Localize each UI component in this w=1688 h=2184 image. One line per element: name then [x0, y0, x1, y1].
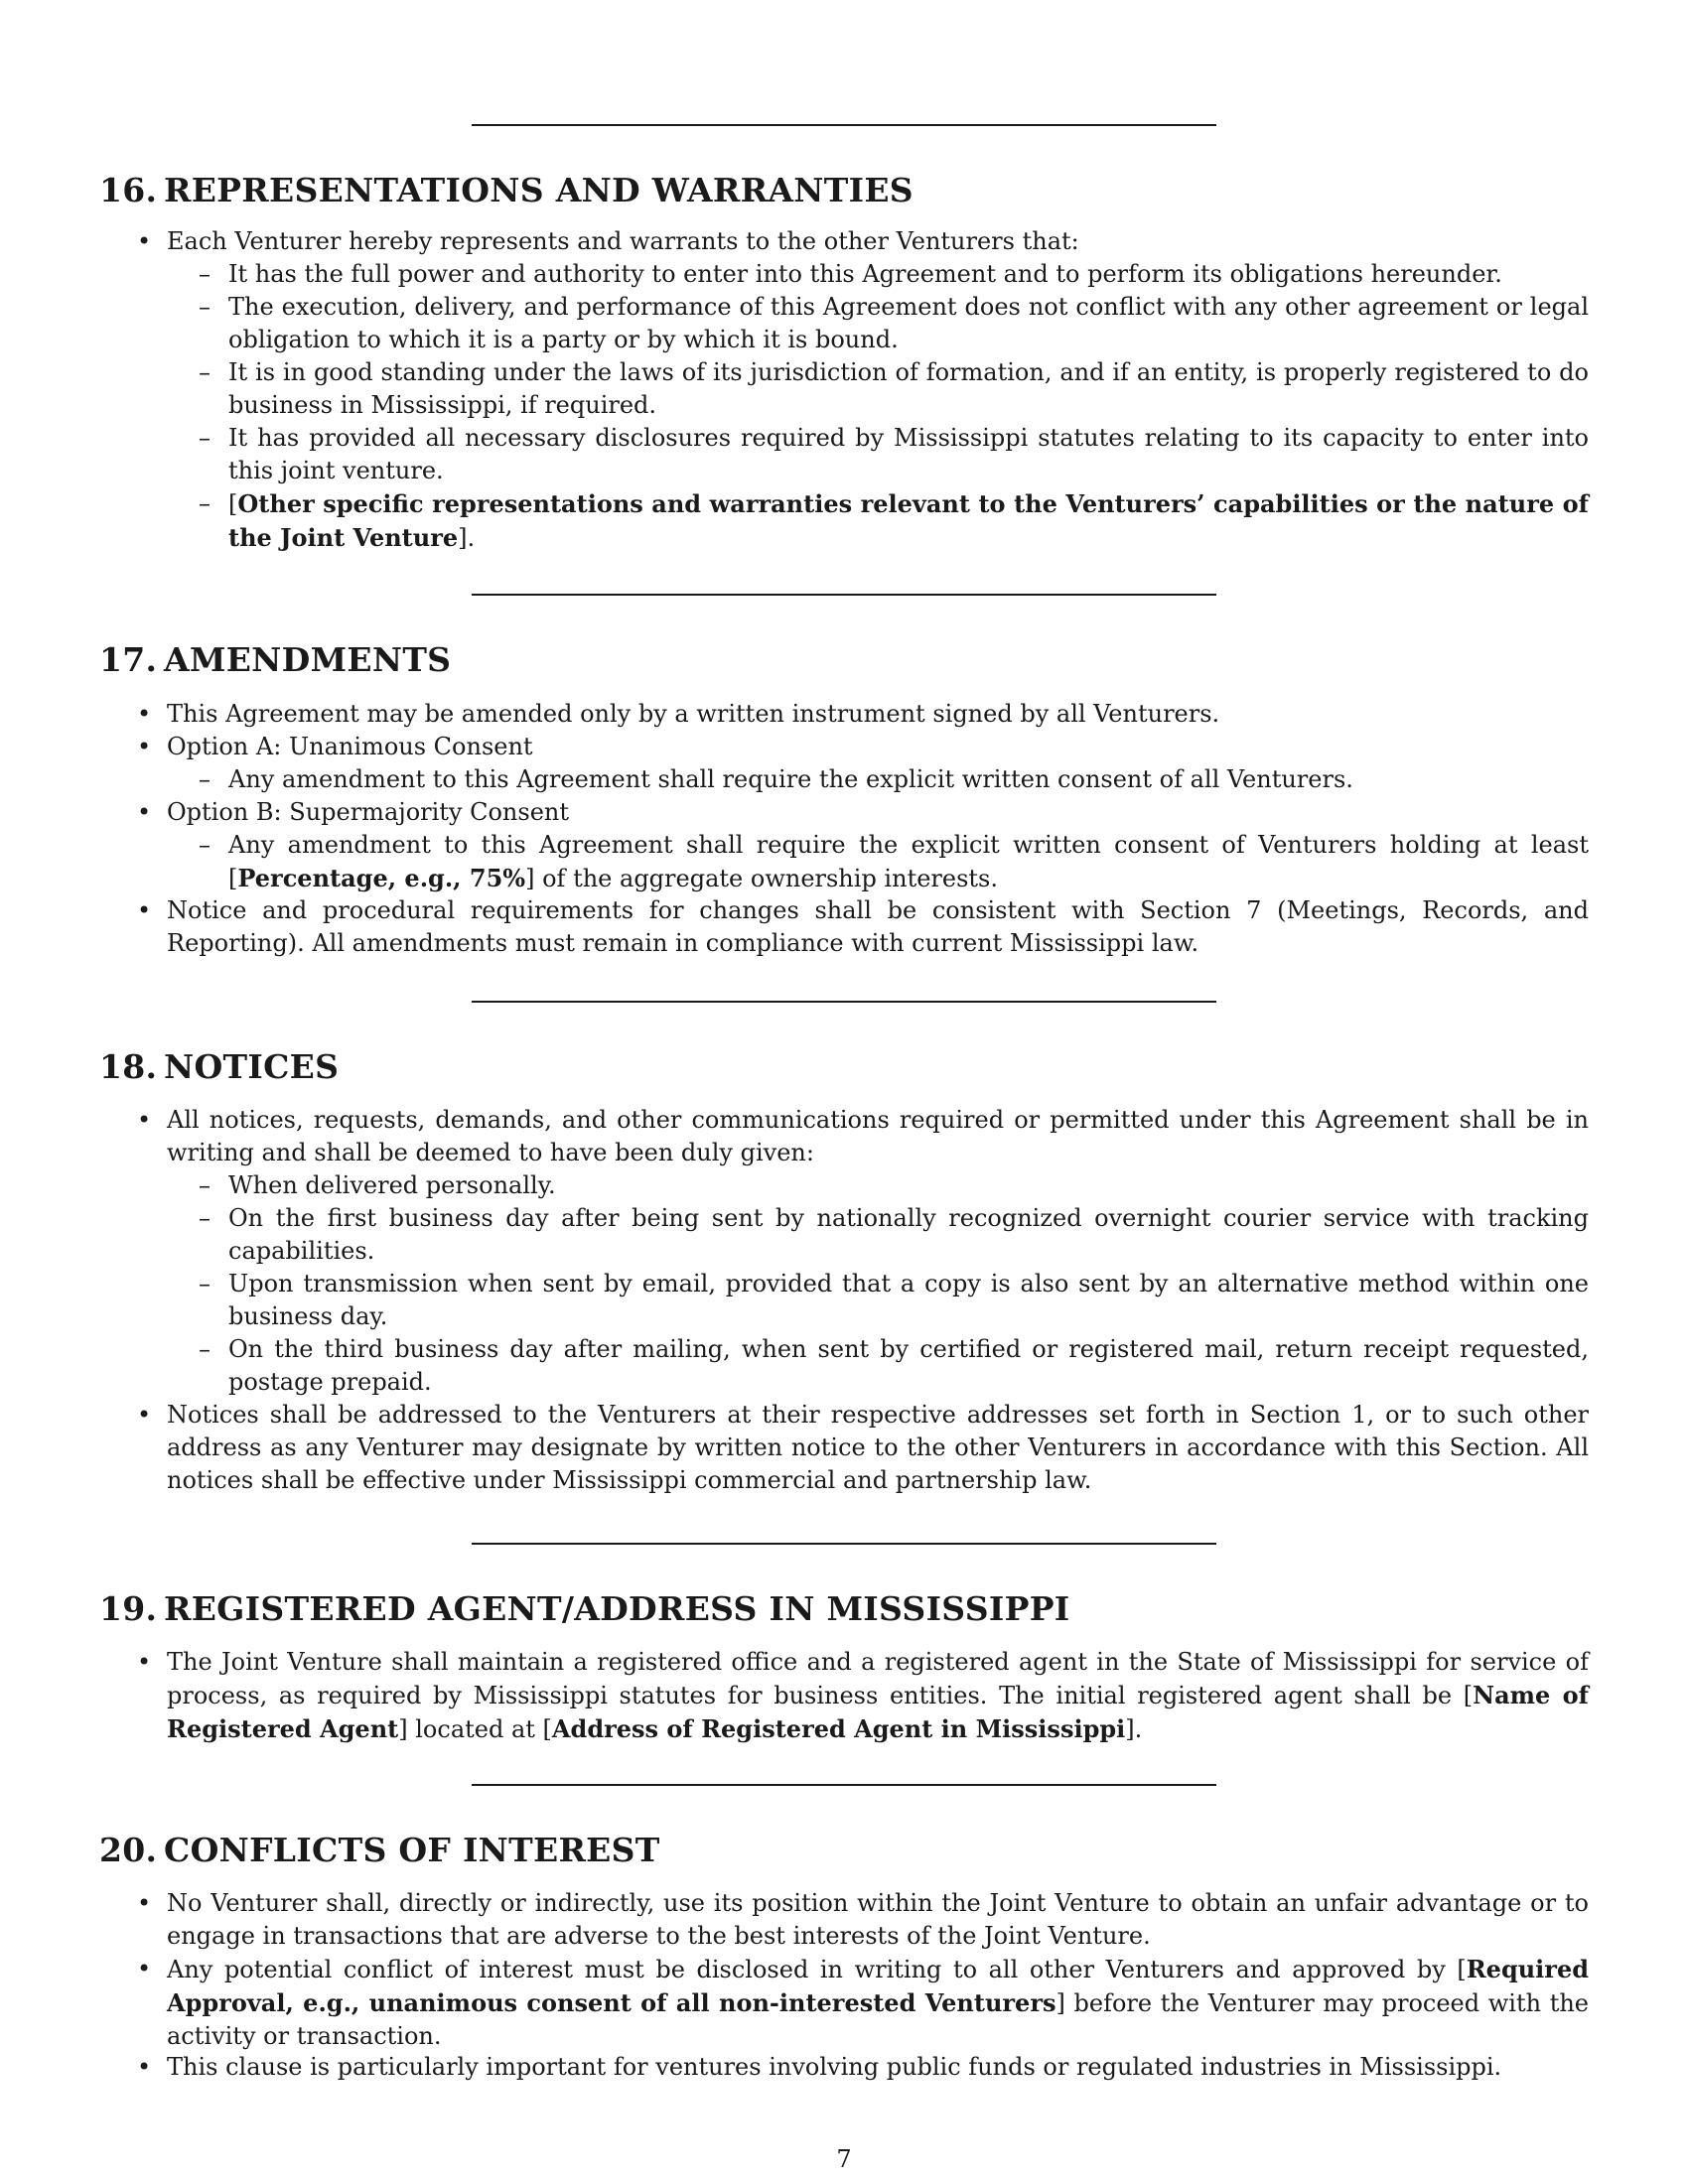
sub-list-item: – It has provided all necessary disclosures required by Mississippi statutes relating to its capacity to enter into this joint venture. [199, 424, 1589, 484]
sub-list-item: – [Other specific representations and warranties relevant to the Venturers’ capabilities or the nature of the Joint Venture]. [199, 489, 1589, 552]
list-item: • Any potential conflict of interest must be disclosed in writing to all other Venturers and approved by [Required Approval, e.g., unanimous consent of all non-interested Venturers] before the Venturer may proceed with the activity or transaction. [137, 1955, 1590, 2050]
page-number: 7 [836, 2145, 852, 2173]
section-divider [472, 1001, 1216, 1003]
list-item: • This clause is particularly important for ventures involving public funds or regulated industries in Mississippi. [137, 2053, 1502, 2081]
sub-list-item: – Any amendment to this Agreement shall require the explicit written consent of Venturers holding at least [Percentage, e.g., 75%] of the aggregate ownership interests. [199, 831, 1589, 892]
section-divider [472, 1543, 1216, 1545]
placeholder-bold: Percentage, e.g., 75% [237, 864, 526, 892]
section-divider [472, 124, 1216, 126]
sub-list-item: – Upon transmission when sent by email, provided that a copy is also sent by an alternative method within one business day. [199, 1270, 1589, 1330]
list-item: • Option B: Supermajority Consent [137, 798, 570, 826]
section-heading: 16. REPRESENTATIONS AND WARRANTIES [99, 171, 914, 209]
placeholder-bold: Name of Registered Agent [167, 1681, 1589, 1743]
list-item: • This Agreement may be amended only by a written instrument signed by all Venturers. [137, 700, 1220, 728]
sub-list-item: – On the first business day after being sent by nationally recognized overnight courier service with tracking capabilities. [199, 1204, 1589, 1265]
section-heading: 20. CONFLICTS OF INTEREST [99, 1831, 660, 1869]
list-item: • Notices shall be addressed to the Venturers at their respective addresses set forth in Section 1, or to such other address as any Venturer may designate by written notice to the other Venturers in accordance with this Section. All notices shall be effective under Mississippi commercial and partnership law. [137, 1401, 1589, 1494]
section-divider [472, 1784, 1216, 1786]
section-divider [472, 594, 1216, 596]
list-item: • Each Venturer hereby represents and warrants to the other Venturers that: [137, 227, 1079, 255]
sub-list-item: – On the third business day after mailing, when sent by certified or registered mail, return receipt requested, postage prepaid. [199, 1335, 1589, 1396]
section-heading: 19. REGISTERED AGENT/ADDRESS IN MISSISSIPPI [99, 1589, 1070, 1628]
sub-list-item: – When delivered personally. [199, 1171, 556, 1199]
list-item: • Notice and procedural requirements for changes shall be consistent with Section 7 (Meetings, Records, and Reporting). All amendments must remain in compliance with current Mississippi law. [137, 896, 1589, 957]
placeholder-bold: Required Approval, e.g., unanimous consent of all non-interested Venturers [167, 1955, 1589, 2017]
sub-list-item: – The execution, delivery, and performance of this Agreement does not conflict with any other agreement or legal obligation to which it is a party or by which it is bound. [199, 293, 1589, 353]
list-item: • The Joint Venture shall maintain a registered office and a registered agent in the State of Mississippi for service of process, as required by Mississippi statutes for business entities. The initial registered agent shall be [Name of Registered Agent] located at [Address of Registered Agent in Mississippi]. [137, 1648, 1589, 1743]
list-item: • Option A: Unanimous Consent [137, 733, 533, 760]
sub-list-item: – It has the full power and authority to enter into this Agreement and to perform its obligations hereunder. [199, 260, 1502, 288]
placeholder-bold: Other specific representations and warranties relevant to the Venturers’ capabilities or the nature of the Joint Venture [228, 489, 1589, 552]
list-item: • No Venturer shall, directly or indirectly, use its position within the Joint Venture to obtain an unfair advantage or to engage in transactions that are adverse to the best interests of the Joint Venture. [137, 1889, 1589, 1950]
sub-list-item: – It is in good standing under the laws of its jurisdiction of formation, and if an entity, is properly registered to do business in Mississippi, if required. [199, 358, 1589, 419]
section-heading: 17. AMENDMENTS [99, 640, 452, 679]
section-heading: 18. NOTICES [99, 1047, 340, 1086]
sub-list-item: – Any amendment to this Agreement shall require the explicit written consent of all Venturers. [199, 765, 1353, 793]
list-item: • All notices, requests, demands, and other communications required or permitted under this Agreement shall be in writing and shall be deemed to have been duly given: [137, 1106, 1589, 1166]
placeholder-bold: Address of Registered Agent in Mississippi [551, 1714, 1126, 1743]
